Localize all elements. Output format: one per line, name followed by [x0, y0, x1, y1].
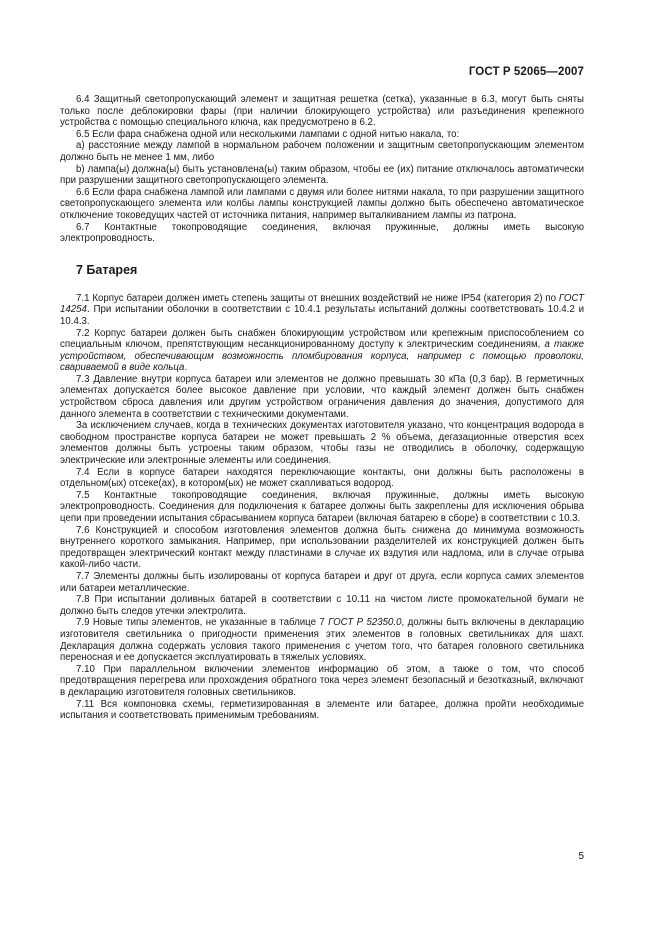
paragraph-7-11	[60, 699, 584, 722]
italic-reference: ГОСТ Р 52350.0	[328, 617, 402, 629]
paragraph-text: .	[184, 362, 188, 374]
paragraph-text: 6.7 Контактные токопроводящие соединения, включая пружинные, должны иметь высокую электропроводность.	[60, 221, 584, 245]
paragraph-6-5a	[60, 140, 584, 163]
paragraph-7-10	[60, 664, 584, 699]
section-7-paragraphs	[60, 293, 584, 722]
paragraph-text: 6.5 Если фара снабжена одной или несколькими лампами с одной нитью накала, то:	[76, 128, 460, 140]
paragraph-text: 7.8 При испытании доливных батарей в соответствии с 10.11 на чистом листе промокательной бумаги не должно быть следов утечки электролита.	[60, 594, 584, 617]
paragraph-text: 7.7 Элементы должны быть изолированы от корпуса батареи и друг от друга, если корпуса самих элементов или батареи металлические.	[60, 570, 584, 594]
paragraph-7-7	[60, 571, 584, 594]
paragraph-text: b) лампа(ы) должна(ы) быть установлена(ы) таким образом, чтобы ее (их) питание отключалось автоматически при разрушении защитного светопропускающего элемента.	[60, 163, 584, 187]
paragraph-text: , должны быть включены в декларацию изготовителя светильника о пригодности применения этих элементов в головных светильниках для шахт. Декларация должна содержать условия такого применения с учетом того, что батарея головного светильника переносная и ее допускается эксплуатировать в тяжелых условиях.	[60, 617, 585, 664]
paragraph-text: За исключением случаев, когда в технических документах изготовителя указано, что концентрация водорода в свободном пространстве корпуса батареи не может превышать 2 % объема, дегазационные отверстия всех элементов должны быть устроены таким образом, чтобы газы не отводились в оболочку, содержащую электрические или электронные элементы или соединения.	[60, 420, 584, 467]
section-7-title: 7 Батарея	[76, 262, 138, 277]
paragraph-text: . При испытании оболочки в соответствии с 10.4.1 результаты испытаний должны соответствовать 10.4.2 и 10.4.3.	[60, 304, 584, 327]
paragraph-text: a) расстояние между лампой в нормальном рабочем положении и защитным светопропускающим элементом должно быть не менее 1 мм, либо	[60, 140, 584, 163]
paragraph-7-5	[60, 490, 584, 525]
italic-reference: а также устройством, обеспечивающим возможность пломбирования корпуса, например с помощью проволоки, свариваемой в виде кольца	[60, 339, 584, 374]
paragraph-6-7	[60, 222, 584, 245]
italic-reference: ГОСТ 14254	[60, 292, 584, 316]
paragraph-text: 7.11 Вся компоновка схемы, герметизированная в элементе или батарее, должна пройти необходимые испытания и соответствовать применимым требованиям.	[60, 698, 584, 722]
paragraph-text: 7.10 При параллельном включении элементов информацию об этом, а также о том, что способ предотвращения перегрева или прохождения обратного тока через элемент безопасный и безотказный, включают в декларацию изготовителя головных светильников.	[60, 663, 584, 698]
document-code-header: ГОСТ Р 52065—2007	[468, 66, 584, 78]
paragraph-7-3	[60, 374, 584, 420]
paragraph-7-2	[60, 328, 584, 374]
paragraph-6-6	[60, 187, 584, 222]
paragraph-text: 7.2 Корпус батареи должен быть снабжен блокирующим устройством или крепежным приспособлением со специальным ключом, препятствующим несанкционированному доступу к электрическим соединениям,	[60, 327, 584, 351]
paragraph-7-1	[60, 293, 584, 328]
paragraph-7-3b	[60, 420, 584, 466]
paragraph-text: 7.5 Контактные токопроводящие соединения, включая пружинные, должны иметь высокую электропроводность. Соединения для подключения к батарее должны быть закреплены для исключения обрыва цепи при проведении испытания сбрасыванием корпуса батареи (включая батарею в сборе) в соответствии с 10.3.	[60, 489, 584, 524]
paragraph-text: 7.3 Давление внутри корпуса батареи или элементов не должно превышать 30 кПа (0,3 бар). В герметичных элементах допускается более высокое давление при условии, что каждый элемент должен быть снабжен устройством сброса давления или другим устройством ограничения давления до значения, допустимого для данного элемента в соответствии с техническими документами.	[60, 373, 584, 420]
paragraph-7-9	[60, 617, 584, 663]
page-number: 5	[578, 851, 584, 862]
paragraph-7-6	[60, 525, 584, 571]
paragraph-6-4	[60, 94, 584, 129]
paragraph-text: 6.6 Если фара снабжена лампой или лампами с двумя или более нитями накала, то при разрушении защитного светопропускающего элемента или колбы лампы конструкцией лампы должно быть обеспечено автоматическое отключение токоведущих частей от источника питания, например выталкиванием лампы из патрона.	[60, 186, 584, 221]
paragraph-text: 6.4 Защитный светопропускающий элемент и защитная решетка (сетка), указанные в 6.3, могут быть сняты только после деблокировки фары (при наличии блокирующего устройства) или разъединения крепежного устройства с помощью специального ключа, как предусмотрено в 6.2.	[60, 94, 584, 129]
paragraph-text: 7.9 Новые типы элементов, не указанные в таблице 7	[76, 617, 329, 629]
section-6-paragraphs	[60, 94, 584, 245]
paragraph-7-4	[60, 467, 584, 490]
paragraph-7-8	[60, 594, 584, 617]
paragraph-text: 7.4 Если в корпусе батареи находятся переключающие контакты, они должны быть расположены в отдельном(ых) отсеке(ах), в котором(ых) не может скапливаться водород.	[60, 466, 584, 490]
document-body	[60, 94, 584, 722]
paragraph-text: 7.1 Корпус батареи должен иметь степень защиты от внешних воздействий не ниже IP54 (категория 2) по	[76, 292, 559, 304]
paragraph-text: 7.6 Конструкцией и способом изготовления элементов должна быть снижена до минимума возможность внутреннего короткого замыкания. Например, при использовании разделителей их конструкцией должен быть предотвращен электрический контакт между пластинами в случае их вздутия или надлома, или в случае отрыва какой-либо части.	[60, 524, 584, 571]
paragraph-6-5b	[60, 164, 584, 187]
paragraph-6-5	[60, 129, 584, 141]
